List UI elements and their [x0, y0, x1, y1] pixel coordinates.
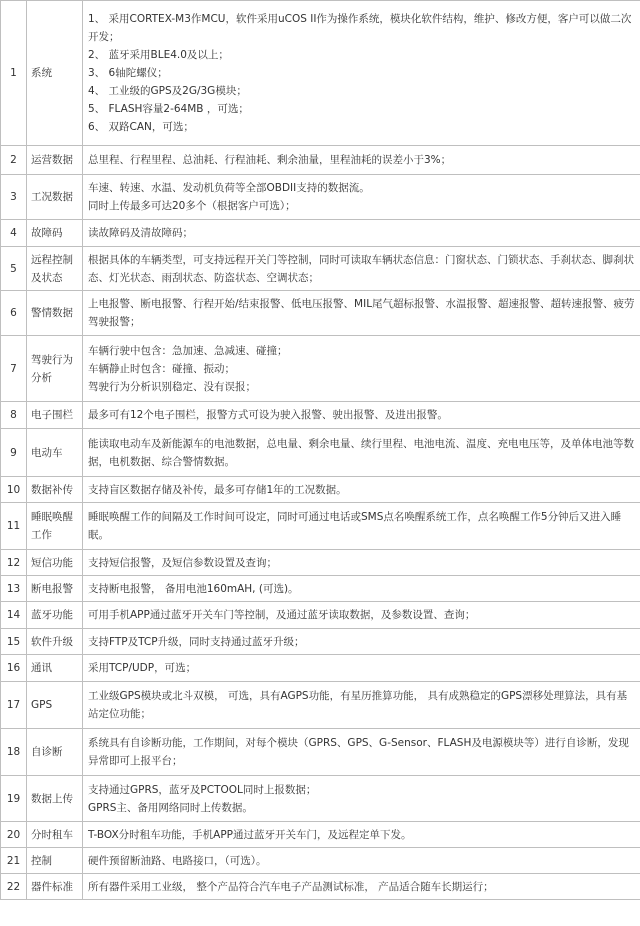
row-description: [83, 336, 640, 402]
row-description: [83, 291, 640, 336]
row-description: [83, 146, 640, 175]
row-name: 睡眠唤醒工作: [27, 503, 83, 550]
spec-table-body: [1, 1, 640, 900]
table-row: [1, 503, 640, 550]
table-row: [1, 402, 640, 429]
description-line: 硬件预留断油路、电路接口，（可选）。: [88, 854, 267, 867]
row-description: [83, 776, 640, 822]
row-description: [83, 848, 640, 874]
description-line: 根据具体的车辆类型，可支持远程开关门等控制，同时可读取车辆状态信息：门窗状态、门锁状态、手刹状态、脚刹状态、灯光状态、雨刮状态、防盗状态、空调状态；: [88, 253, 634, 284]
description-line: 可用手机APP通过蓝牙开关车门等控制，及通过蓝牙读取数据，及参数设置、查询；: [88, 609, 476, 621]
description-line: 支持断电报警， 备用电池160mAH, (可选)。: [88, 582, 299, 595]
description-line: 车辆静止时包含：碰撞、振动；: [88, 362, 235, 375]
table-row: [1, 776, 640, 822]
row-number: 7: [1, 336, 27, 402]
row-number: 15: [1, 629, 27, 655]
table-row: [1, 729, 640, 776]
row-description: [83, 247, 640, 291]
description-line: 所有器件采用工业级， 整个产品符合汽车电子产品测试标准， 产品适合随车长期运行；: [88, 880, 494, 893]
row-number: 22: [1, 874, 27, 900]
row-number: 11: [1, 503, 27, 550]
row-description: [83, 477, 640, 503]
description-line: 3、 6轴陀螺仪；: [88, 67, 168, 79]
row-name: 蓝牙功能: [27, 602, 83, 629]
table-row: [1, 822, 640, 848]
row-number: 9: [1, 429, 27, 477]
row-description: [83, 175, 640, 220]
row-name: 工况数据: [27, 175, 83, 220]
row-number: 8: [1, 402, 27, 429]
description-line: 总里程、行程里程、总油耗、行程油耗、剩余油量，里程油耗的误差小于3%；: [88, 154, 452, 166]
row-description: [83, 402, 640, 429]
row-number: 14: [1, 602, 27, 629]
table-row: [1, 682, 640, 729]
table-row: [1, 429, 640, 477]
table-row: [1, 291, 640, 336]
table-row: [1, 576, 640, 602]
description-line: 读故障码及清故障码；: [88, 227, 193, 239]
table-row: [1, 146, 640, 175]
description-line: T-BOX分时租车功能，手机APP通过蓝牙开关车门，及远程定单下发。: [88, 828, 412, 841]
row-name: 驾驶行为分析: [27, 336, 83, 402]
table-row: [1, 220, 640, 247]
table-row: [1, 629, 640, 655]
row-name: 数据补传: [27, 477, 83, 503]
row-name: 警情数据: [27, 291, 83, 336]
row-description: [83, 220, 640, 247]
row-description: [83, 550, 640, 576]
row-name: 短信功能: [27, 550, 83, 576]
table-row: [1, 602, 640, 629]
row-description: [83, 682, 640, 729]
table-row: [1, 1, 640, 146]
description-line: 支持FTP及TCP升级，同时支持通过蓝牙升级；: [88, 635, 305, 648]
row-name: 数据上传: [27, 776, 83, 822]
description-line: 睡眠唤醒工作的间隔及工作时间可设定，同时可通过电话或SMS点名唤醒系统工作，点名唤醒工作5分钟后又进入睡眠。: [88, 511, 622, 541]
description-line: 支持通过GPRS，蓝牙及PCTOOL同时上报数据；: [88, 783, 317, 796]
table-row: [1, 550, 640, 576]
row-name: 故障码: [27, 220, 83, 247]
table-row: [1, 874, 640, 900]
row-name: 远程控制及状态: [27, 247, 83, 291]
description-line: 4、 工业级的GPS及2G/3G模块；: [88, 85, 247, 97]
description-line: 支持盲区数据存储及补传，最多可存储1年的工况数据。: [88, 483, 347, 496]
row-number: 17: [1, 682, 27, 729]
row-name: 电动车: [27, 429, 83, 477]
table-row: [1, 175, 640, 220]
description-line: 采用TCP/UDP，可选；: [88, 662, 197, 674]
description-line: 工业级GPS模块或北斗双模， 可选，具有AGPS功能，有星历推算功能， 具有成熟稳定的GPS漂移处理算法，具有基站定位功能；: [88, 690, 628, 720]
description-line: GPRS主、备用网络同时上传数据。: [88, 801, 253, 814]
row-name: GPS: [27, 682, 83, 729]
description-line: 能读取电动车及新能源车的电池数据，总电量、剩余电量、续行里程、电池电流、温度、充电电压等，及单体电池等数据，电机数据、综合警情数据。: [88, 437, 634, 468]
row-name: 断电报警: [27, 576, 83, 602]
row-description: [83, 655, 640, 682]
description-line: 驾驶行为分析识别稳定、没有误报；: [88, 380, 256, 393]
row-description: [83, 429, 640, 477]
row-description: [83, 503, 640, 550]
table-row: [1, 848, 640, 874]
row-name: 运营数据: [27, 146, 83, 175]
table-row: [1, 477, 640, 503]
row-number: 12: [1, 550, 27, 576]
row-name: 控制: [27, 848, 83, 874]
row-number: 18: [1, 729, 27, 776]
description-line: 车速、转速、水温、发动机负荷等全部OBDII支持的数据流。: [88, 182, 370, 194]
row-name: 电子围栏: [27, 402, 83, 429]
row-number: 2: [1, 146, 27, 175]
row-description: [83, 602, 640, 629]
description-line: 系统具有自诊断功能，工作期间，对每个模块（GPRS、GPS、G-Sensor、FLASH及电源模块等）进行自诊断，发现异常即可上报平台；: [88, 737, 629, 767]
row-number: 21: [1, 848, 27, 874]
row-number: 13: [1, 576, 27, 602]
row-number: 4: [1, 220, 27, 247]
description-line: 同时上传最多可达20多个（根据客户可选）；: [88, 200, 296, 212]
description-line: 2、 蓝牙采用BLE4.0及以上；: [88, 49, 229, 61]
description-line: 车辆行驶中包含：急加速、急减速、碰撞；: [88, 344, 288, 357]
row-name: 软件升级: [27, 629, 83, 655]
table-row: [1, 336, 640, 402]
row-number: 20: [1, 822, 27, 848]
row-description: [83, 729, 640, 776]
row-number: 19: [1, 776, 27, 822]
row-number: 10: [1, 477, 27, 503]
row-number: 3: [1, 175, 27, 220]
row-name: 器件标准: [27, 874, 83, 900]
row-name: 自诊断: [27, 729, 83, 776]
row-name: 分时租车: [27, 822, 83, 848]
description-line: 上电报警、断电报警、行程开始/结束报警、低电压报警、MIL尾气超标报警、水温报警、超速报警、超转速报警、疲劳驾驶报警；: [88, 298, 635, 328]
description-line: 6、 双路CAN，可选；: [88, 121, 194, 133]
table-row: [1, 655, 640, 682]
row-description: [83, 1, 640, 146]
row-name: 通讯: [27, 655, 83, 682]
description-line: 1、 采用CORTEX-M3作MCU，软件采用uCOS II作为操作系统，模块化软件结构，维护、修改方便，客户可以做二次开发；: [88, 13, 632, 43]
row-description: [83, 629, 640, 655]
description-line: 5、 FLASH容量2-64MB ，可选；: [88, 103, 249, 115]
row-description: [83, 576, 640, 602]
row-number: 1: [1, 1, 27, 146]
description-line: 支持短信报警，及短信参数设置及查询；: [88, 556, 277, 569]
row-description: [83, 874, 640, 900]
table-row: [1, 247, 640, 291]
row-name: 系统: [27, 1, 83, 146]
row-number: 6: [1, 291, 27, 336]
description-line: 最多可有12个电子围栏，报警方式可设为驶入报警、驶出报警、及进出报警。: [88, 409, 448, 421]
row-number: 5: [1, 247, 27, 291]
row-description: [83, 822, 640, 848]
row-number: 16: [1, 655, 27, 682]
